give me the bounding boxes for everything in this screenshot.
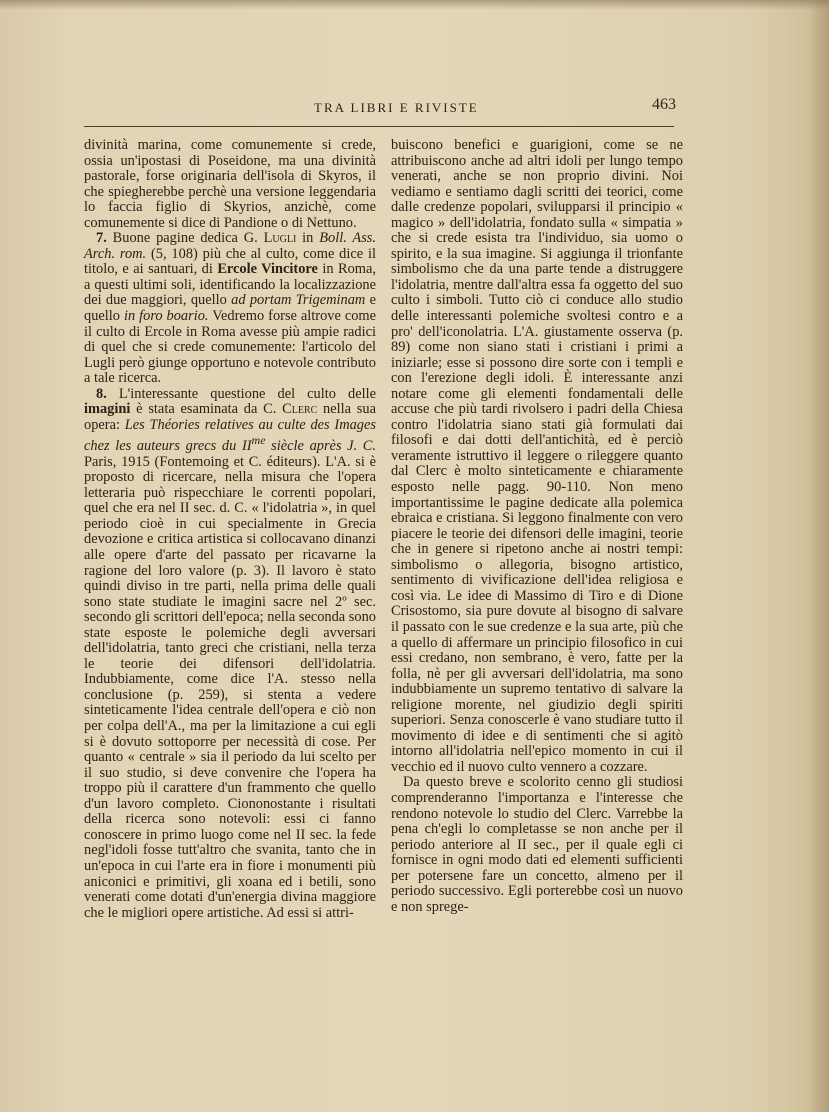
paragraph-8: 8. L'interessante questione del culto delle imagini è stata esaminata da C. Clerc nella sua opera: Les Théories relatives au culte des Images chez les auteurs grecs du $II^{me}$ siècle après J. C. Paris, 1915 (Fontemoing et C. éditeurs). L'A. si è proposto di ricercare, nella misura che l'opera letteraria può rispecchiare le correnti popolari, quel che era nel II sec. d. C. « l'idolatria », in quel periodo cioè in cui specialmente in Grecia devozione e critica artistica si collocavano dinanzi alle opere d'arte del passato per ricavarne la ragione del loro valore (p. 3). Il lavoro è stato quindi diviso in tre parti, nella prima delle quali sono state studiate le imagini sacre nel 2º sec. secondo gli scrittori dell'epoca; nella seconda sono state esposte le polemiche degli avversari dell'idolatria, tanto greci che cristiani, nella terza le teorie dei difensori dell'idolatria. Indubbiamente, come dice l'A. stesso nella conclusione (p. 259), si stenta a vedere sinteticamente l'idea centrale dell'opera e ciò non per colpa dell'A., ma per la limitazione a cui egli si è dovuto sottoporre per necessità di cose. Per quanto « centrale » sia il periodo da lui scelto per il suo studio, si deve convenire che l'opera ha troppo più il carattere d'un frammento che quello d'un lavoro completo. Ciononostante i risultati della ricerca sono notevoli: essi ci fanno conoscere in primo luogo come nel II sec. la fede negl'idoli fosse tutt'altro che svanita, tanto che in un'epoca in cui l'arte era in fiore i monumenti più aniconici e primitivi, gli xoana ed i betili, sono venerati come dotati d'un'energia divina maggiore che le migliori opere artistiche. Ad essi si attri- [84, 385, 376, 921]
paragraph-7: 7. Buone pagine dedica G. Lugli in Boll. Ass. Arch. rom. (5, 108) più che al culto, come dice il titolo, e ai santuari, di Ercole Vincitore in Roma, a questi ultimi soli, identificando la localizzazione dei due maggiori, quello ad portam Trigeminam e quello in foro boario. Vedremo forse altrove come il culto di Ercole in Roma avesse più ampie radici di quel che si crede comunemente: l'articolo del Lugli però giunge opportuno e notevole contributo a tale ricerca. [84, 230, 377, 387]
left-column [84, 138, 376, 921]
paragraph-number: 7. [96, 230, 107, 247]
header-rule [84, 126, 674, 127]
book-title: Les Théories relatives au culte des Images chez les auteurs grecs du $II^{me}$ siècle après J. C. [84, 416, 376, 455]
running-head [84, 96, 676, 124]
author-name: Clerc [282, 401, 318, 418]
bold-term: imagini [84, 401, 131, 418]
running-title: TRA LIBRI E RIVISTE [314, 100, 479, 115]
journal-title: Boll. Ass. Arch. rom. [84, 230, 377, 262]
paragraph-conclusion: Da questo breve e scolorito cenno gli studiosi comprenderanno l'importanza e l'interesse che rendono notevole lo studio del Clerc. Varrebbe la pena ch'egli lo completasse se non anche per il periodo anteriore al II sec., per il quale egli ci fornisce in ogni modo dati ed elementi sufficienti per potersene fare un concetto, almeno per il periodo successivo. Egli porterebbe così un nuovo e non sprege- [391, 774, 683, 915]
paragraph-continued: buiscono benefici e guarigioni, come se ne attribuiscono anche ad altri idoli per lungo tempo venerati, anche se non proprio divini. Noi vediamo e sentiamo dagli scritti dei teorici, come dalle credenze popolari, svilupparsi il principio « magico » dell'idolatria, fondato sulla « simpatia » che si crede esista tra l'individuo, sia uomo o spirito, e la sua imagine. Si aggiunga il trionfante simbolismo che da una parte tende a distruggere l'idolatria, mentre dall'altra essa fa oggetto del suo culto i simboli. Tutto ciò ci conduce allo studio delle interessanti polemiche svoltesi contro e a pro' dell'iconolatria. L'A. giustamente osserva (p. 89) come non siano stati i cristiani i primi a iniziarle; esse si possono dire sorte con i templi e con l'erezione degli idoli. È interessante anzi notare come gli elementi fondamentali delle accuse che più tardi rivolsero i padri della Chiesa contro l'idolatria siano stati già formulati dai filosofi e dai dotti dell'antichità, ed è perciò veramente istruttivo il leggere o rileggere quanto dal Clerc è molto sinteticamente e chiaramente esposto nelle pagg. 90-110. Non meno importantissime le pagine dedicate alla polemica ebraica e cristiana. Si leggono finalmente con vero piacere le teorie dei difensori delle imagini, teorie che in genere si ripetono anche ai nostri tempi: simbolismo o allegoria, bisogno artistico, sentimento di vivificazione dell'idea religiosa e così via. Le idee di Massimo di Tiro e di Dione Crisostomo, sia pure dovute al bisogno di salvare il passato con le sue credenze e la sua arte, più che a quello di affermare un principio filosofico in cui essi credano, non sembrano, è vero, fatte per la folla, nè per gli avversari dell'idolatria, ma sono indubbiamente un supremo tentativo di salvare la religione morente, nel giudizio degli spiriti superiori. Senza conoscerle è vano studiare tutto il movimento di idee e di sentimenti che si agitò intorno all'idolatria nell'epico momento in cui il vecchio ed il nuovo culto vennero a cozzare. [391, 137, 683, 775]
paragraph-skyros: divinità marina, come comunemente si crede, ossia un'ipostasi di Poseidone, ma una divinità pastorale, forse originaria dell'isola di Skyros, il che spiegherebbe perchè una versione leggendaria lo faccia figlio di Skyrios, anzichè, come comunemente si dice di Pandione o di Nettuno. [84, 137, 376, 231]
bold-term: Ercole Vincitore [217, 261, 318, 278]
page-number: 463 [652, 96, 676, 113]
page-top-shadow [0, 0, 829, 10]
author-name: Lugli [263, 230, 297, 247]
paragraph-number: 8. [96, 385, 107, 402]
right-column [391, 138, 683, 915]
page-right-shadow [807, 0, 829, 1112]
